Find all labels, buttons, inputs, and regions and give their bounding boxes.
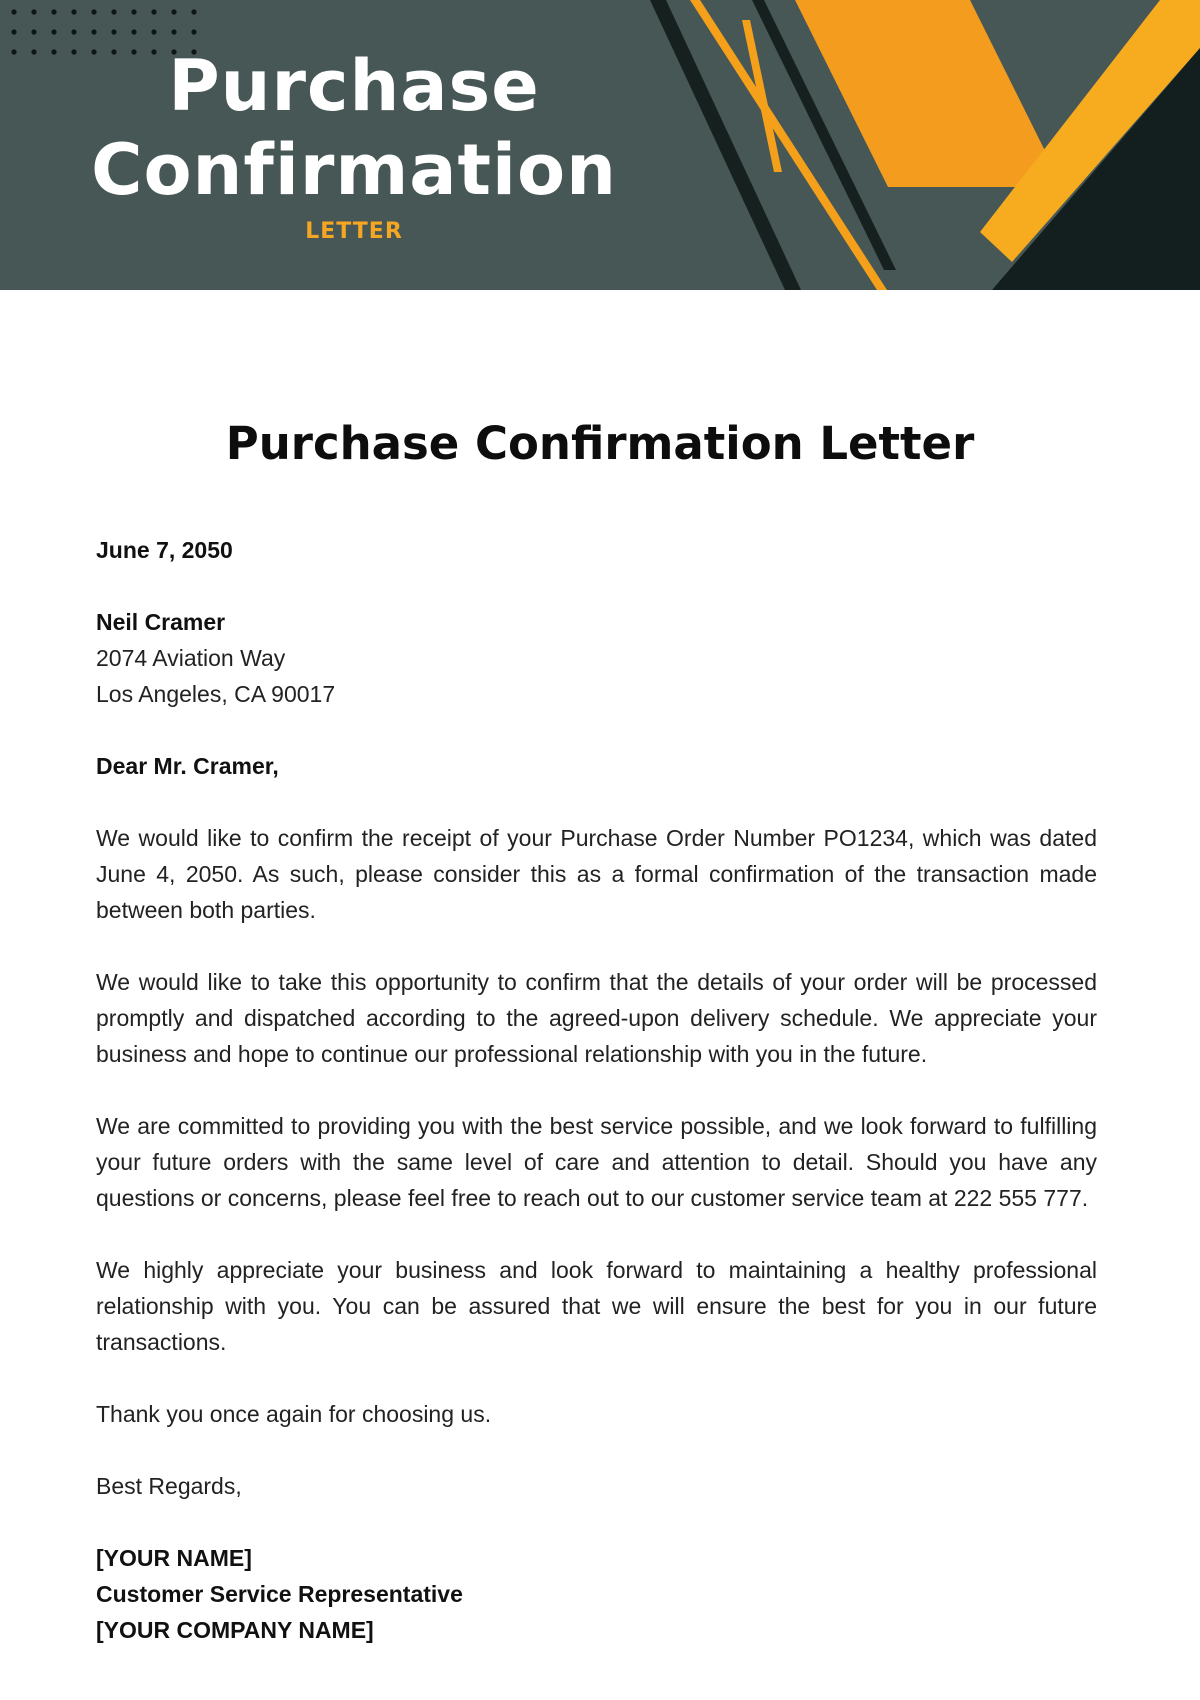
recipient-name: Neil Cramer	[96, 609, 226, 635]
header-banner	[0, 0, 1200, 290]
letter-body	[96, 532, 1097, 1684]
letter-date: June 7, 2050	[96, 537, 233, 563]
signature-title: Customer Service Representative	[96, 1581, 463, 1607]
recipient-address-line-1: 2074 Aviation Way	[96, 645, 286, 671]
signature-block	[96, 1540, 1097, 1648]
signature-company: [YOUR COMPANY NAME]	[96, 1617, 374, 1643]
recipient-block	[96, 604, 1097, 712]
banner-title-line-1: Purchase	[168, 45, 540, 127]
document-title: Purchase Confirmation Letter	[225, 417, 975, 470]
recipient-address-line-2: Los Angeles, CA 90017	[96, 681, 336, 707]
thanks-line: Thank you once again for choosing us.	[96, 1401, 492, 1427]
banner-title	[54, 44, 654, 212]
body-paragraph-4: We highly appreciate your business and look forward to maintaining a healthy professional relationship with you. You can be assured that we will ensure the best for you in our future transactions.	[96, 1257, 1097, 1355]
closing-line: Best Regards,	[96, 1473, 242, 1499]
body-paragraph-2: We would like to take this opportunity to confirm that the details of your order will be processed promptly and dispatched according to the agreed-upon delivery schedule. We appreciate your business and hope to continue our professional relationship with you in the future.	[96, 969, 1097, 1067]
banner-subtitle: LETTER	[305, 219, 403, 244]
banner-title-line-2: Confirmation	[91, 129, 617, 211]
salutation: Dear Mr. Cramer,	[96, 753, 279, 779]
signature-name: [YOUR NAME]	[96, 1545, 252, 1571]
body-paragraph-3: We are committed to providing you with the best service possible, and we look forward to fulfilling your future orders with the same level of care and attention to detail. Should you have any questions or concerns, please feel free to reach out to our customer service team at 222 555 777.	[96, 1113, 1097, 1211]
body-paragraph-1: We would like to confirm the receipt of your Purchase Order Number PO1234, which was dated June 4, 2050. As such, please consider this as a formal confirmation of the transaction made between both parties.	[96, 825, 1097, 923]
